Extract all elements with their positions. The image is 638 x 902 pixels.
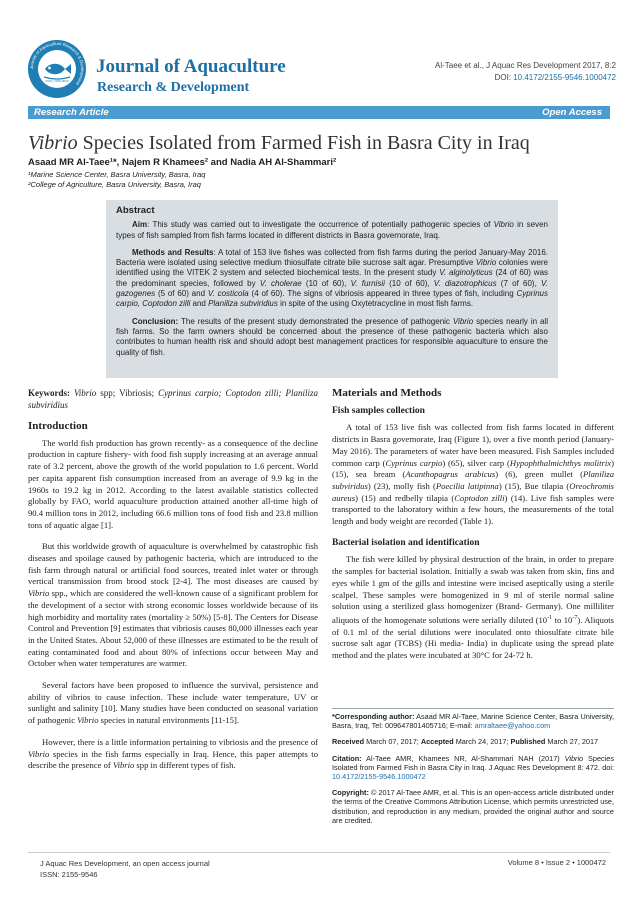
open-access-label: Open Access [542,107,602,118]
left-column [28,388,318,772]
abstract-conclusion: Conclusion: The results of the present study demonstrated the presence of pathogenic Vibrio species nearly in all fish farms. So the farm owners should be concerned about the presence of these pathogenic bacteria which also contributes to human health risk and should adopt best management practices for responsible aquaculture to ensure the quality of fish. [116,316,548,357]
dates: Received March 07, 2017; Accepted March 24, 2017; Published March 27, 2017 [332,737,599,747]
logo-issn: ISSN: 2155-9546 [45,79,69,83]
article-type: Research Article [34,107,109,118]
footer-issn: ISSN: 2155-9546 [40,870,98,879]
methods-paragraph-1: A total of 153 live fish was collected from fish farms located in different districts in Basra governorate, Iraq (Figure 1), over a five month period (January- May 2016). The parameters of water have been measured. Fish Samples included common carp (Cyprinus carpio) (65), silver carp (Hypophthalmichthys molitrix) (15), sea bream (Acanthopagrus arabicus) (6), green mullet (Planiliza subviridus) (23), molly fish (Poecilia latipinna) (15), Bue tilapia (Oreochromis aureus) (15) and redbelly tilapia (Coptodon zilli) (14). Live fish samples were transported to the laboratory within a few hours, the measurements of the total length and body weight are recorded (Table 1). [332,422,615,527]
abstract-heading: Abstract [116,205,155,216]
keywords: Keywords: Vibrio spp; Vibriosis; Cyprinus carpio; Coptodon zilli; Planiliza subviridius [28,388,318,410]
journal-subtitle: Research & Development [97,80,250,95]
logo-ring-text: Journal of Aquaculture Research & Development [28,40,86,87]
bacterial-isolation-heading: Bacterial isolation and identification [332,537,480,548]
footer-journal: J Aquac Res Development, an open access journal [40,859,210,868]
article-type-bar [28,106,610,119]
copyright: Copyright: © 2017 Al-Taee AMR, et al. This is an open-access article distributed under the terms of the Creative Commons Attribution License, which permits unrestricted use, distribution, and reproduction in any medium, provided the original author and source are credited. [332,788,614,825]
fish-samples-heading: Fish samples collection [332,405,425,416]
corresponding-author: *Corresponding author: Asaad MR Al-Taee, Marine Science Center, Basra University, Basra, Iraq, Tel: 009647801405716; E-mail: amraltaee@yahoo.com [332,712,614,731]
abstract-methods: Methods and Results: A total of 153 live fishes was collected from fish farms during the period January-May 2016. Bacteria were isolated using selective medium thiosulfate citrate bile sucrose salt agar. Presumptive Vibrio colonies were identified using the VITEK 2 system and selected biochemical tests. In the present study V. alginolyticus (24 of 60) was the predominant species, followed by V. cholerae (10 of 60), V. furnisii (10 of 60), V. diazotrophicus (7 of 60), V. gazogenes (5 of 60) and V. costicola (4 of 60). The signs of vibriosis appeared in three types of fish, including Cyprinus carpio, Coptodon zilli and Planiliza subviridius in spite of the using Oxytetracycline in most fish farms. [116,247,549,309]
authors: Asaad MR Al-Taee¹*, Najem R Khamees² and Nadia AH Al-Shammari² [28,157,337,168]
abstract-box [106,200,558,378]
citation: Citation: Al-Taee AMR, Khamees NR, Al-Shammari NAH (2017) Vibrio Species Isolated from Farmed Fish in Basra City in Iraq. J Aquac Res Development 8: 472. doi: 10.4172/2155-9546.1000472 [332,753,614,782]
footer-left [40,858,210,880]
doi-line: DOI: 10.4172/2155-9546.1000472 [494,73,616,82]
corresponding-divider [332,708,614,709]
citation-doi-link[interactable]: 10.4172/2155-9546.1000472 [332,772,426,782]
affiliation-1: ¹Marine Science Center, Basra University, Basra, Iraq [28,170,206,179]
methods-heading: Materials and Methods [332,387,442,399]
logo-inner [38,50,76,88]
corresponding-block [332,712,614,832]
affiliation-2: ²College of Agriculture, Basra University, Basra, Iraq [28,180,201,189]
intro-paragraph-3: Several factors have been proposed to influence the survival, persistence and ability of vibrios to cause infection. These include water temperature, UV or sunlight and salinity [10]. Many studies have been conducted on seasonal variation of pathogenic Vibrio species in natural environments [11-15]. [28,680,318,726]
email-link[interactable]: amraltaee@yahoo.com [474,721,551,731]
abstract-aim: Aim: This study was carried out to investigate the occurrence of potentially pathogenic species of Vibrio in seven types of fish sampled from fish farms located in different districts in Basra governorate, Iraq. [116,220,548,240]
footer-divider [28,852,610,853]
intro-heading: Introduction [28,420,88,432]
journal-logo [28,40,86,98]
intro-paragraph-2: But this worldwide growth of aquaculture is overwhelmed by catastrophic fish diseases and spoilage caused by pathogenic bacteria, which are introduced to the fish farm through natural or artificial food sources, treated inlet water or through vertical transmission from brood stock [2-4]. The most diseases are caused by Vibrio spp., which are considered the well-known cause of a significant problem for the development of a sector with strong economic losses worldwide because of its high morbidity and mortality rates (mortality ≥ 50%) [5-8]. The Centers for Disease Control and Prevention [9] estimates that vibriosis causes 80,000 illnesses each year in the United States. About 52,000 of these illnesses are estimated to be the result of eating contaminated food and about 80% of infections occur between May and October when water temperatures are warmer. [28,541,318,669]
intro-paragraph-1: The world fish production has grown recently- as a consequence of the decline production in capture fishery- with food fish supply increasing at an average annual rate of 3.2 percent, above the growth of the world population to 1.6 percent. World per capita apparent fish consumption increased from an average of 9.9 kg in the 1960s to 19.2 kg in 2012. According to the latest available statistics collected globally by FAO, world aquaculture production attained another all-time high of 90.4 million tons in 2012, including 66.6 million tons of food fish and 23.8 million tons of aquatic algae [1]. [28,437,318,530]
journal-title: Journal of Aquaculture [96,56,286,77]
footer-volume: Volume 8 • Issue 2 • 1000472 [507,858,606,867]
methods-paragraph-2: The fish were killed by physical destruction of the brain, in order to prepare the samples for bacterial isolation. Initially a swab was taken from skin, fins and eyes while 1 gm of the gills and intestine were incised aseptically using a sterile scalpel. These samples were homogenized in 9 ml of sterile normal saline solution using a sterilized glass homogenizer (Brand- Germany). One milliliter aliquots of the homogenate solutions were serially diluted ($10^{-1}$ to $10^{-7}$). Aliquots of 0.1 ml of the serial dilutions were inoculated onto thiosulfate citrate bile sucrose salt agar (TCBS) (Hi media- India) in duplicate using the spread plate method and the plates were incubated at 30°C for 24-72 h. [332,554,614,660]
doi-link[interactable]: 10.4172/2155-9546.1000472 [513,73,616,82]
header-citation [435,60,616,84]
citation-line: Al-Taee et al., J Aquac Res Development 2017, 8:2 [435,61,616,70]
right-column [332,388,614,662]
intro-paragraph-4: However, there is a little information pertaining to vibriosis and the presence of Vibrio species in the fish farms especially in Iraq. Hence, this paper attempts to describe the presence of Vibrio spp in different types of fish. [28,736,318,771]
article-title: Vibrio Species Isolated from Farmed Fish in Basra City in Iraq [28,132,530,154]
